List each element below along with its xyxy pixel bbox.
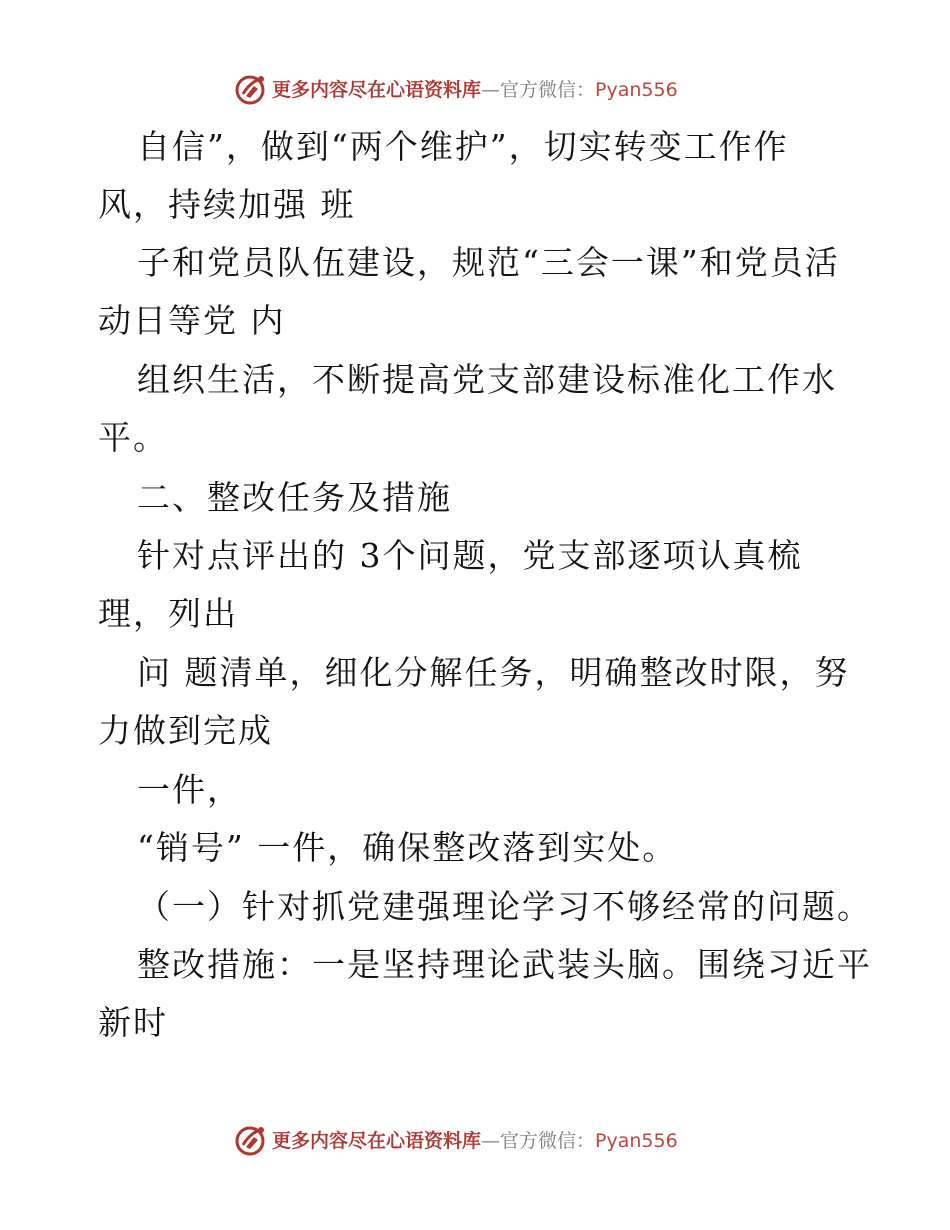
text-line: 风，持续加强 班: [98, 185, 356, 224]
footer-watermark-banner: [0, 1121, 950, 1161]
watermark-dash: —: [481, 1130, 501, 1152]
watermark-main-text: 更多内容尽在心语资料库: [272, 79, 482, 101]
text-line: 整改措施：一是坚持理论武装头脑。围绕习近平: [137, 945, 872, 984]
section-heading: 二、整改任务及措施: [137, 478, 452, 517]
text-line: 针对点评出的 3个问题，党支部逐项认真梳: [137, 536, 803, 575]
text-line: 理，列出: [98, 594, 238, 633]
watermark-text: [272, 1129, 678, 1153]
book-pen-logo-icon: [234, 72, 268, 106]
text-line: 动日等党 内: [98, 301, 286, 340]
watermark-text: [272, 78, 678, 102]
text-line: “销号” 一件，确保整改落到实处。: [137, 828, 678, 867]
book-pen-logo-icon: [234, 1123, 268, 1157]
text-line: 问 题清单，细化分解任务，明确整改时限，努: [137, 653, 850, 692]
header-watermark-banner: [0, 70, 950, 110]
watermark-official-label: 官方微信：: [500, 79, 596, 101]
watermark-official-label: 官方微信：: [500, 1130, 596, 1152]
text-line: 一件，: [137, 770, 242, 809]
text-line: 力做到完成: [98, 711, 273, 750]
text-line: 自信”，做到“两个维护”，切实转变工作作: [137, 127, 789, 166]
watermark-wechat-id: Pyan556: [595, 1130, 678, 1152]
text-line: 新时: [98, 1003, 168, 1042]
text-line: 子和党员队伍建设，规范“三会一课”和党员活: [137, 243, 840, 282]
watermark-wechat-id: Pyan556: [595, 79, 678, 101]
subsection-heading: （一）针对抓党建强理论学习不够经常的问题。: [137, 887, 872, 926]
text-line: 平。: [98, 418, 168, 457]
watermark-main-text: 更多内容尽在心语资料库: [272, 1130, 482, 1152]
watermark-dash: —: [481, 79, 501, 101]
text-line: 组织生活，不断提高党支部建设标准化工作水: [137, 360, 837, 399]
